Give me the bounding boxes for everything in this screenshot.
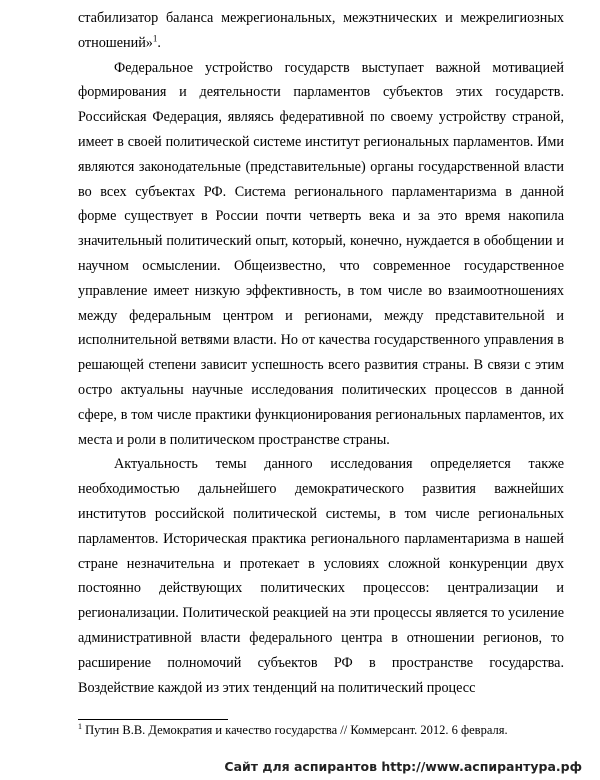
paragraph-1-tail: . — [157, 34, 161, 51]
paragraph-1-text: стабилизатор баланса межрегиональных, межэтнических и межрелигиозных отношений» — [78, 10, 564, 51]
paragraph-2: Федеральное устройство государств выступает важной мотивацией формирования и деятельности парламентов субъектов этих государств. Российская Федерация, являясь федеративной по своему устройству страной, имеет в своей политической системе институт региональных парламентов. Ими являются законодательные (представительные) органы государственной власти во всех субъектах РФ. Система регионального парламентаризма в данной форме существует в России почти четверть века и за это время накопила значительный политический опыт, который, конечно, нуждается в обобщении и научном осмыслении. Общеизвестно, что современное государственное управление имеет низкую эффективность, в том числе во взаимоотношениях между федеральным центром и регионами, между представительной и исполнительной ветвями власти. Но от качества государственного управления в решающей степени зависит успешность всего развития страны. В связи с этим остро актуальны научные исследования политических процессов в данной сфере, в том числе практики функционирования региональных парламентов, их места и роли в политическом пространстве страны. — [78, 59, 564, 448]
document-body — [78, 6, 564, 700]
footnote-number: 1 — [78, 721, 82, 731]
site-link[interactable]: Сайт для аспирантов http://www.аспирантура.рф — [224, 759, 582, 774]
footnote-divider — [78, 719, 228, 720]
footnote — [78, 722, 568, 738]
footnote-reference: 1 — [152, 33, 158, 44]
paragraph-3: Актуальность темы данного исследования определяется также необходимостью дальнейшего демократического развития важнейших институтов российской политической системы, в том числе региональных парламентов. Историческая практика регионального парламентаризма в нашей стране незначительна и протекает в условиях сложной конкуренции двух постоянно действующих политических процессов: централизации и регионализации. Политической реакцией на эти процессы является то усиление административной власти федерального центра в отношении регионов, то расширение полномочий субъектов РФ в пространстве государства. Воздействие каждой из этих тенденций на политический процесс — [78, 456, 564, 696]
footnote-text: Путин В.В. Демократия и качество государства // Коммерсант. 2012. 6 февраля. — [85, 723, 508, 737]
paragraph-1 — [78, 6, 564, 56]
